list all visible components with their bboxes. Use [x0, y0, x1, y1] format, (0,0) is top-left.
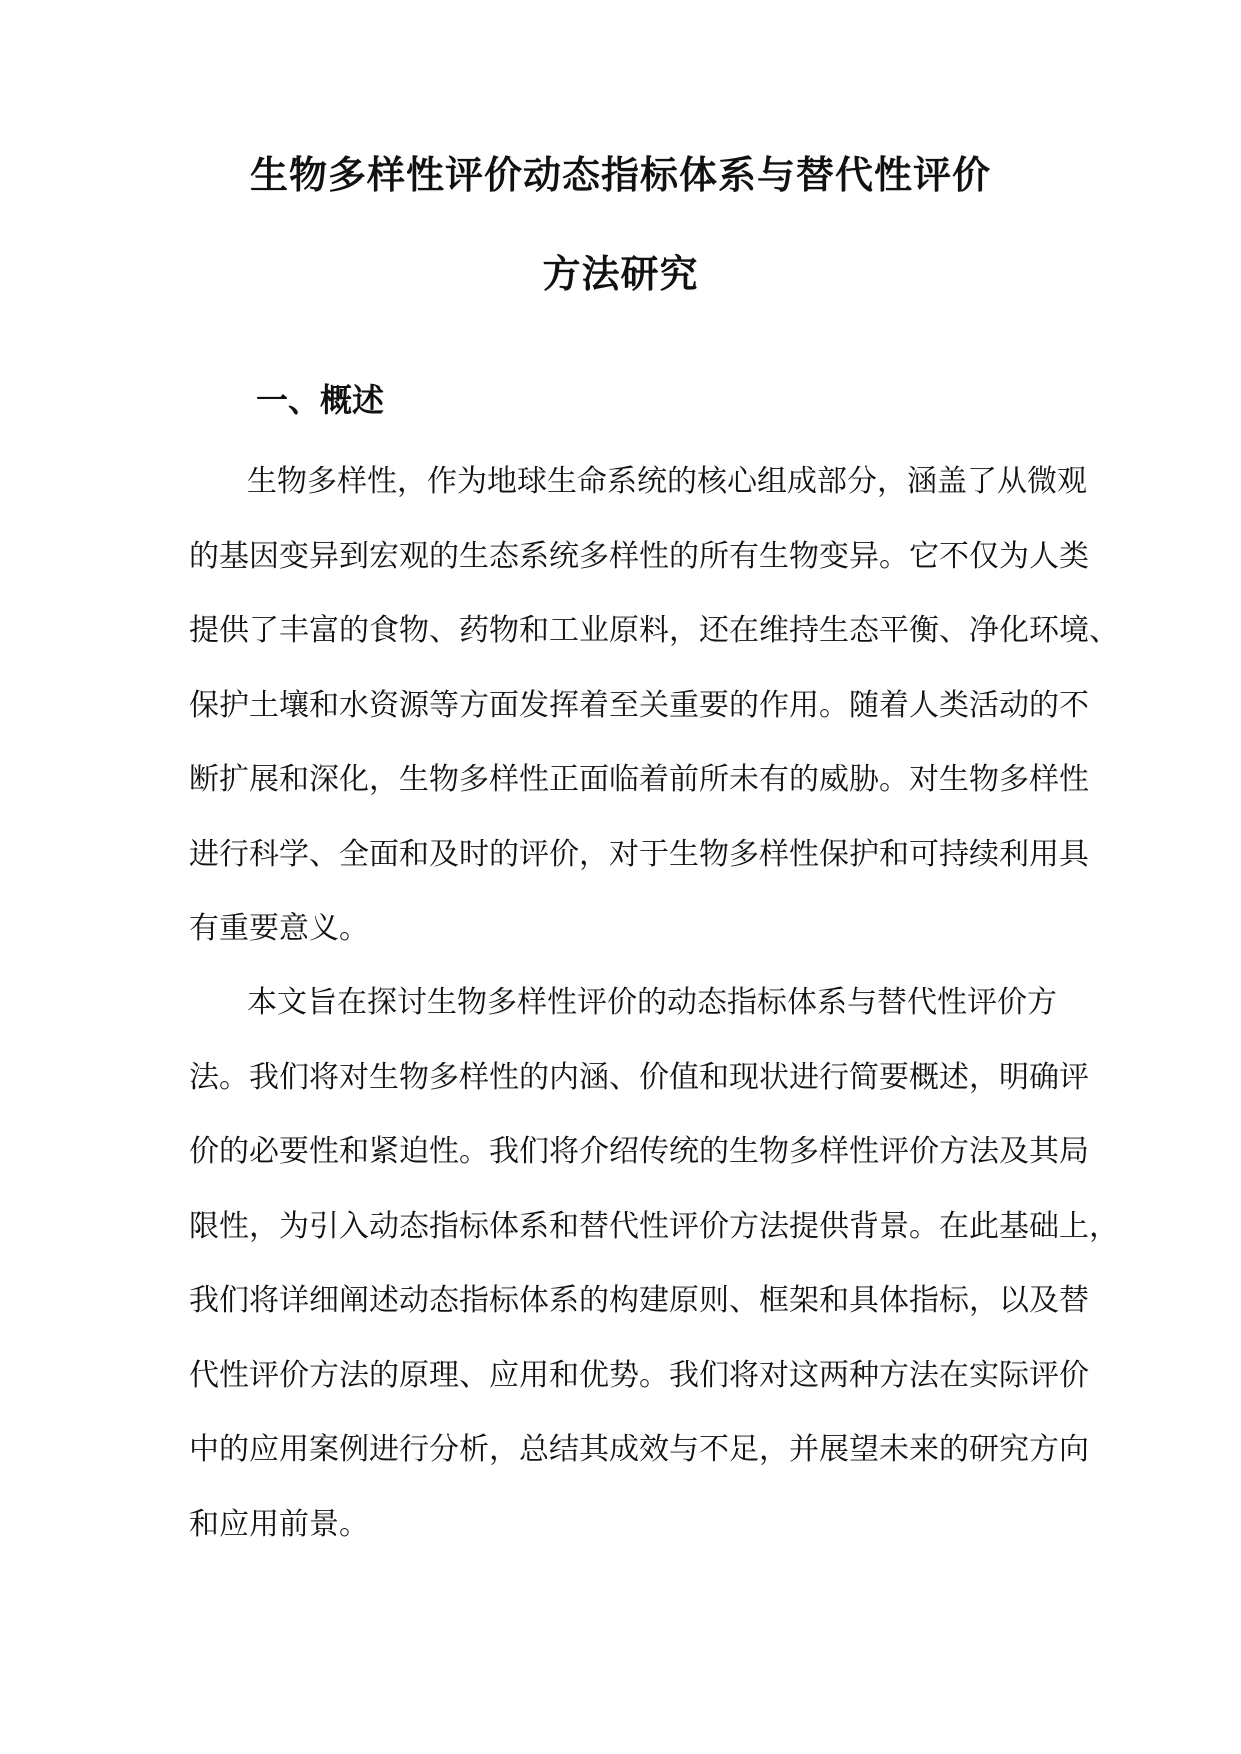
paragraph-2: [189, 981, 1119, 1577]
paragraph-1: [189, 460, 1119, 982]
paragraph-line: 的基因变异到宏观的生态系统多样性的所有生物变异。它不仅为人类: [189, 538, 1089, 574]
paragraph-line: 限性，为引入动态指标体系和替代性评价方法提供背景。在此基础上，: [189, 1208, 1119, 1244]
document-title-line-1: 生物多样性评价动态指标体系与替代性评价: [249, 153, 991, 197]
paragraph-line: 本文旨在探讨生物多样性评价的动态指标体系与替代性评价方: [247, 985, 1057, 1020]
paragraph-line: 断扩展和深化，生物多样性正面临着前所未有的威胁。对生物多样性: [189, 762, 1089, 797]
document-title-line-2: 方法研究: [542, 252, 699, 296]
paragraph-line: 生物多样性，作为地球生命系统的核心组成部分，涵盖了从微观: [247, 464, 1087, 499]
paragraph-line: 和应用前景。: [189, 1506, 369, 1542]
paragraph-line: 代性评价方法的原理、应用和优势。我们将对这两种方法在实际评价: [189, 1357, 1089, 1393]
paragraph-line: 价的必要性和紧迫性。我们将介绍传统的生物多样性评价方法及其局: [189, 1134, 1089, 1169]
paragraph-line: 我们将详细阐述动态指标体系的构建原则、框架和具体指标，以及替: [189, 1283, 1089, 1318]
paragraph-line: 进行科学、全面和及时的评价，对于生物多样性保护和可持续利用具: [189, 836, 1089, 872]
paragraph-line: 提供了丰富的食物、药物和工业原料，还在维持生态平衡、净化环境、: [189, 613, 1119, 648]
paragraph-line: 法。我们将对生物多样性的内涵、价值和现状进行简要概述，明确评: [189, 1059, 1089, 1095]
section-heading: 一、概述: [256, 381, 385, 419]
paragraph-line: 保护土壤和水资源等方面发挥着至关重要的作用。随着人类活动的不: [189, 687, 1089, 723]
paragraph-line: 有重要意义。: [189, 911, 369, 946]
paragraph-line: 中的应用案例进行分析，总结其成效与不足，并展望未来的研究方向: [189, 1432, 1089, 1467]
